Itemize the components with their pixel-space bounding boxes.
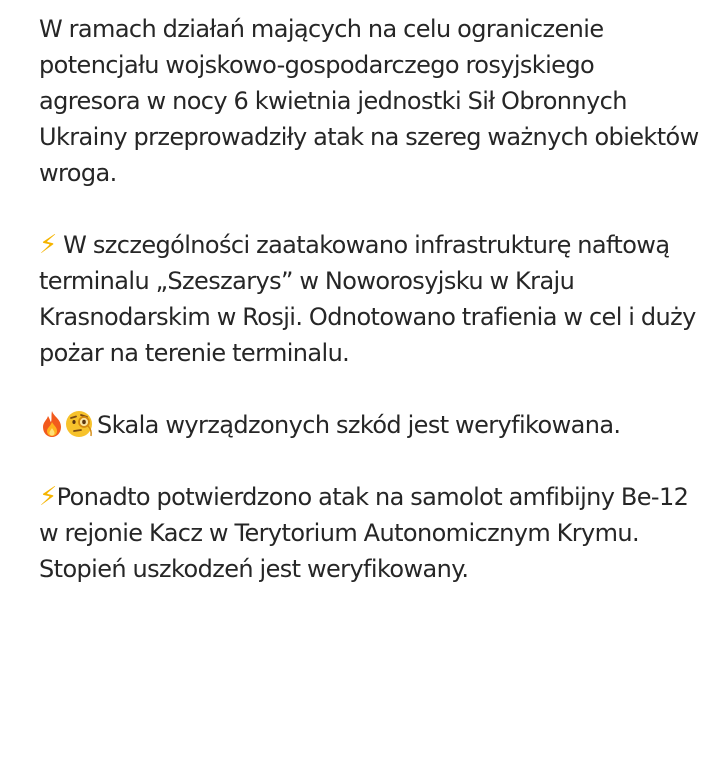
high-voltage-icon: ⚡ (39, 482, 57, 512)
message-text (39, 11, 699, 587)
paragraph-intro (39, 11, 699, 191)
paragraph-damage-text: Skala wyrządzonych szkód jest weryfikowana. (97, 411, 621, 439)
paragraph-oil-terminal-text: W szczególności zaatakowano infrastrukturę naftową terminalu „Szeszarys” w Noworosyjsku w Kraju Krasnodarskim w Rosji. Odnotowano trafienia w cel i duży pożar na terenie terminalu. (39, 231, 696, 367)
face-with-monocle-icon (65, 410, 97, 438)
paragraph-damage (39, 407, 699, 443)
high-voltage-icon: ⚡ (39, 230, 57, 260)
paragraph-aircraft-text: Ponadto potwierdzono atak na samolot amfibijny Be-12 w rejonie Kacz w Terytorium Autonomicznym Krymu. Stopień uszkodzeń jest weryfikowany. (39, 483, 689, 583)
paragraph-intro-text: W ramach działań mających na celu ograniczenie potencjału wojskowo-gospodarczego rosyjskiego agresora w nocy 6 kwietnia jednostki Sił Obronnych Ukrainy przeprowadziły atak na szereg ważnych obiektów wroga. (39, 15, 699, 187)
paragraph-oil-terminal (39, 227, 699, 371)
fire-icon (39, 410, 65, 438)
paragraph-aircraft (39, 479, 699, 587)
